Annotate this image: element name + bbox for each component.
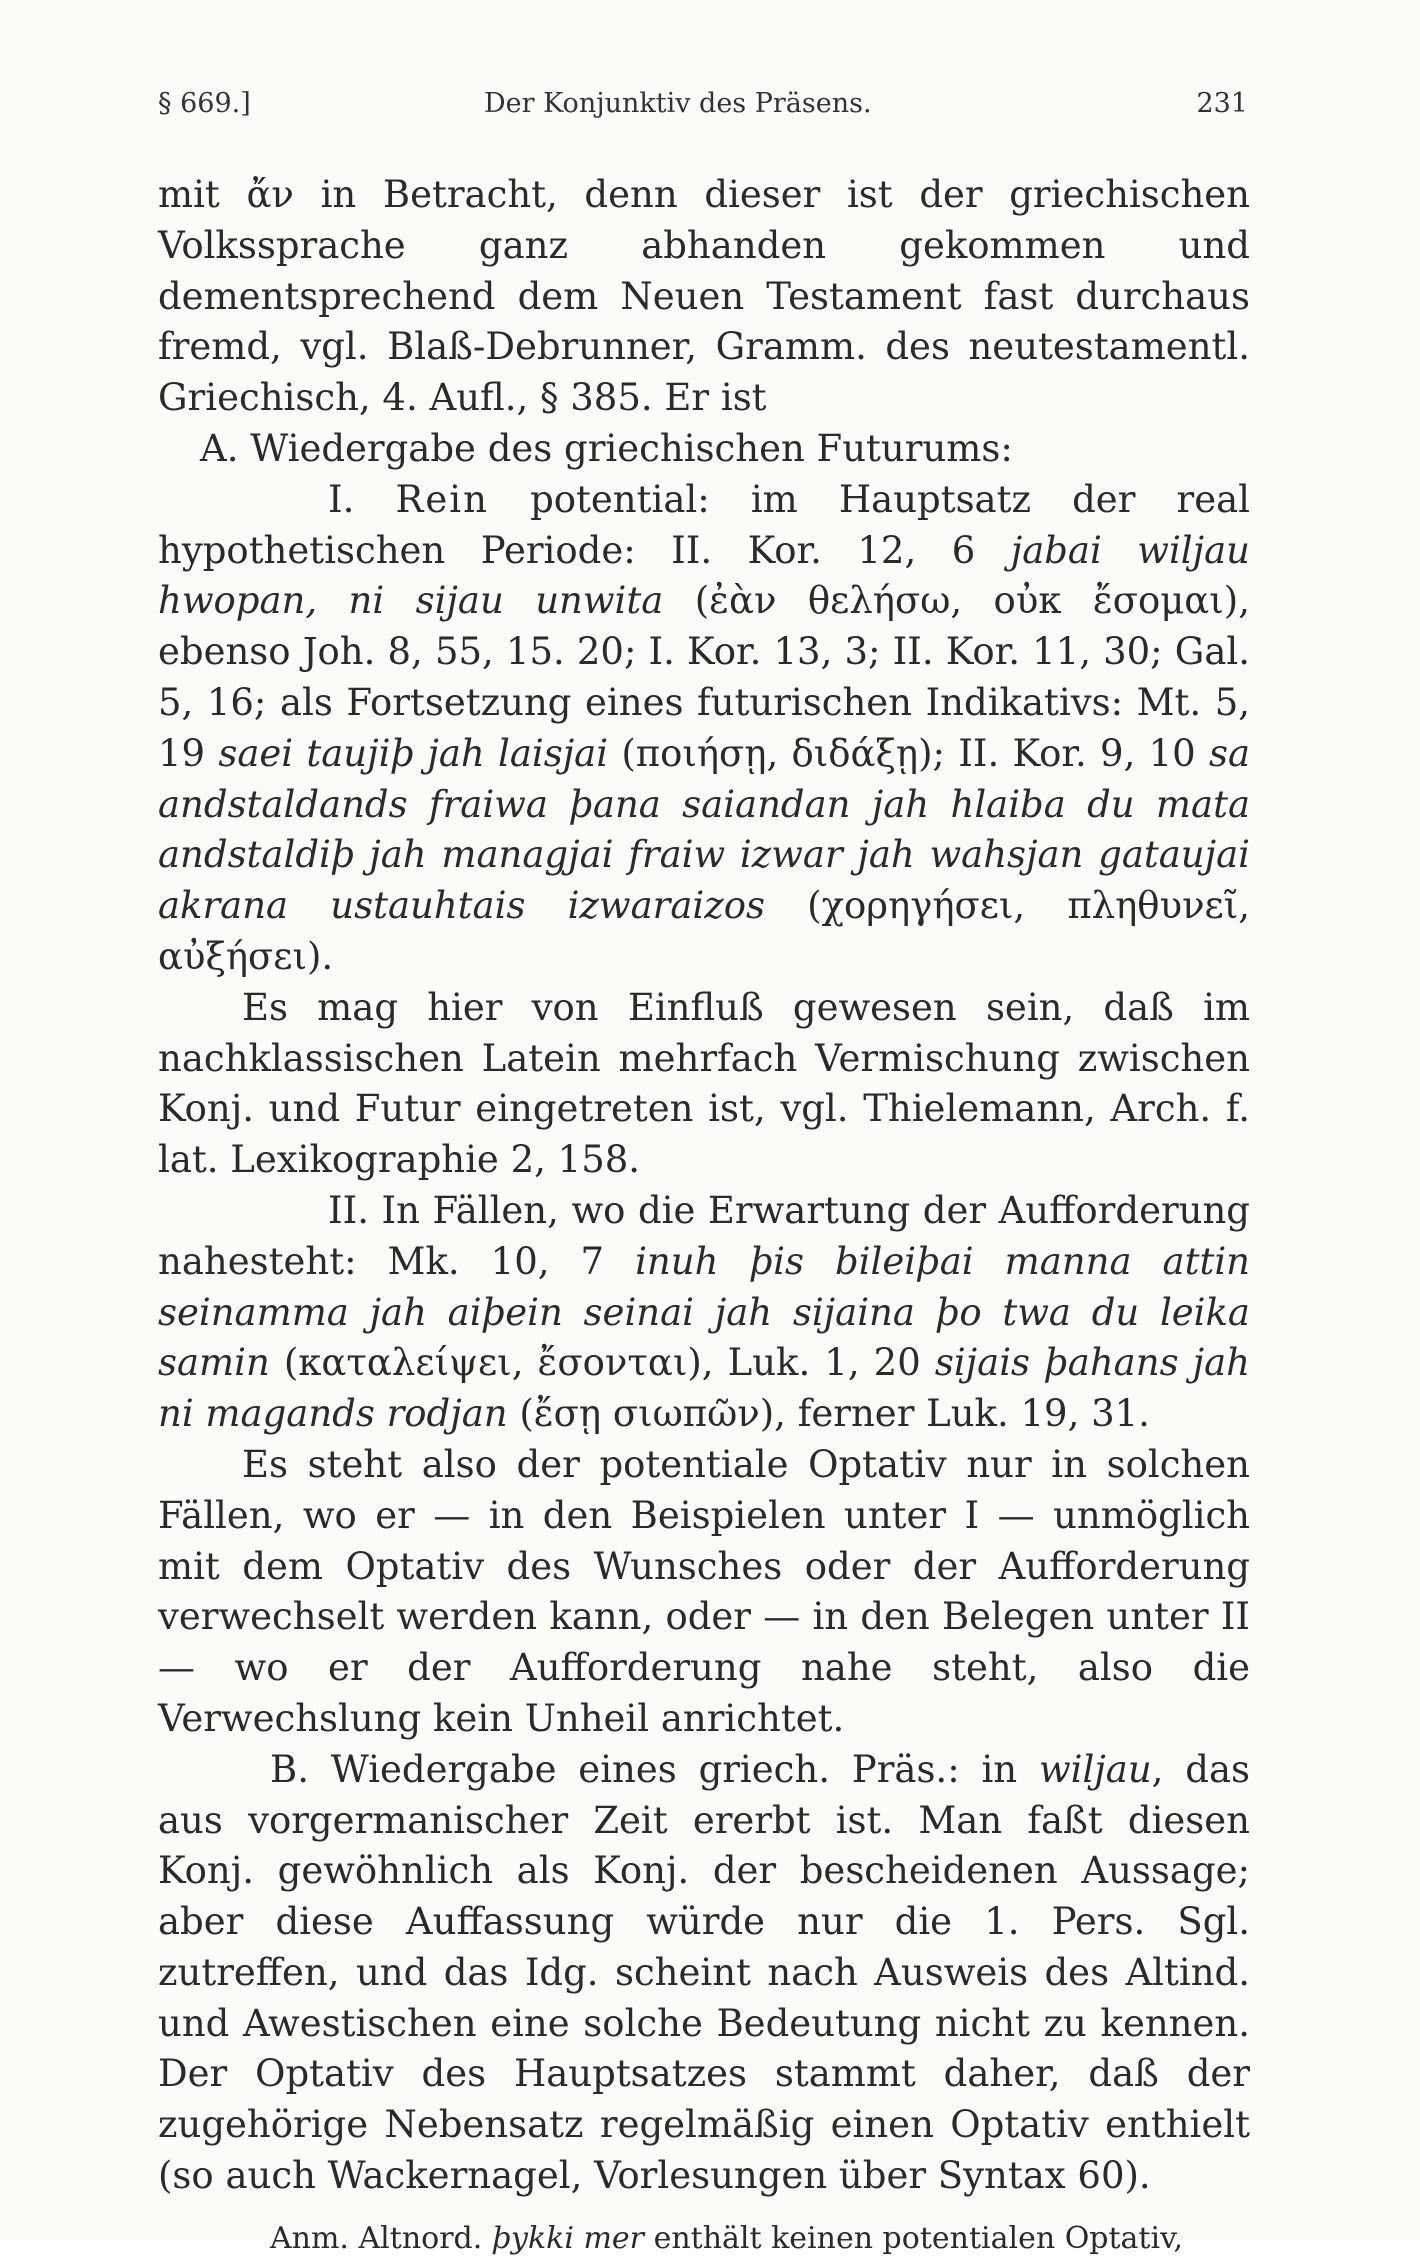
- gothic-quote: sa andstaldands fraiwa þana saiandan jah hlaiba du mata andstaldiþ jah managjai fraiw izwar jah wahsjan gataujai akrana ustauhtais izwaraizos: [158, 731, 1251, 928]
- gothic-quote: sijais þahans jah ni magands rodjan: [158, 1341, 1250, 1436]
- gothic-quote: saei taujiþ jah laisjai: [218, 731, 609, 775]
- body-text: [158, 170, 1250, 2264]
- gothic-quote: þykki mer: [491, 2220, 645, 2256]
- text-run: (ἐὰν θελήσω, οὐκ ἔσομαι), ebenso Joh. 8, 55, 15. 20; I. Kor. 13, 3; II. Kor. 11, 30; Gal. 5, 16; als Fortsetzung eines futurischen Indikativs: Mt. 5, 19: [158, 579, 1250, 775]
- paragraph-potential-optative: [158, 1440, 1250, 1745]
- text-run: enthält keinen potentialen Optativ,: [644, 2220, 1184, 2256]
- section-i-paragraph: [158, 475, 1250, 983]
- page-number: 231: [1196, 88, 1248, 119]
- note-paragraph: [158, 2214, 1250, 2264]
- text-run: B. Wiedergabe eines griech. Präs.: in: [270, 1747, 1039, 1791]
- gothic-quote: inuh þis bileiþai manna attin seinamma jah aiþein seinai jah sijaina þo twa du leika samin: [158, 1239, 1251, 1385]
- section-b-paragraph: [158, 1745, 1250, 2202]
- note-label: Anm.: [270, 2220, 349, 2256]
- text-run: (ἔσῃ σιωπῶν), ferner Luk. 19, 31.: [507, 1392, 1150, 1436]
- text-run: (χορηγήσει, πληθυνεῖ, αὐξήσει).: [158, 884, 1250, 978]
- paragraph-text: Es mag hier von Einfluß gewesen sein, daß im nachklassischen Latein mehrfach Vermischung zwischen Konj. und Futur eingetreten ist, vgl. Thielemann, Arch. f. lat. Lexikographie 2, 158.: [158, 985, 1250, 1182]
- paragraph-continuation: [158, 170, 1250, 424]
- running-header: [158, 88, 1248, 138]
- text-run: II. In Fällen, wo die Erwartung der Aufforderung nahesteht: Mk. 10, 7: [158, 1188, 1250, 1283]
- paragraph-text: mit ἄν in Betracht, denn dieser ist der griechischen Volkssprache ganz abhanden gekommen und dementsprechend dem Neuen Testament fast durchaus fremd, vgl. Blaß-Debrunner, Gramm. des neutestamentl. Griechisch, 4. Aufl., § 385. Er ist: [158, 173, 1250, 420]
- paragraph-text: Es steht also der potentiale Optativ nur in solchen Fällen, wo er — in den Beispielen unter I — unmöglich mit dem Optativ des Wunsches oder der Aufforderung verwechselt werden kann, oder — in den Belegen unter II — wo er der Aufforderung nahe steht, also die Verwechslung kein Unheil anrichtet.: [158, 1442, 1250, 1740]
- text-run: potential: im Hauptsatz der real hypothetischen Periode: II. Kor. 12, 6: [158, 477, 1250, 572]
- text-run: I.: [328, 477, 396, 521]
- text-run: (καταλείψει, ἔσονται), Luk. 1, 20: [269, 1341, 935, 1385]
- text-run: , das aus vorgermanischer Zeit ererbt ist. Man faßt diesen Konj. gewöhnlich als Konj. der bescheidenen Aussage; aber diese Auffassung würde nur die 1. Pers. Sgl. zutreffen, und das Idg. scheint nach Ausweis des Altind. und Awestischen eine solche Bedeutung nicht zu kennen. Der Optativ des Hauptsatzes stammt daher, daß der zugehörige Nebensatz regelmäßig einen Optativ enthielt (so auch Wackernagel, Vorlesungen über Syntax 60).: [158, 1747, 1250, 2198]
- spaced-term-rein: Rein: [395, 477, 489, 521]
- header-section-ref: § 669.]: [158, 88, 251, 119]
- section-a-heading: [158, 424, 1250, 475]
- section-a-text: A. Wiedergabe des griechischen Futurums:: [200, 426, 1013, 470]
- text-run: Altnord.: [348, 2220, 492, 2256]
- header-title: Der Konjunktiv des Präsens.: [484, 88, 872, 119]
- gothic-quote: jabai wiljau hwopan, ni sijau unwita: [158, 528, 1250, 623]
- text-run: (ποιήσῃ, διδάξῃ); II. Kor. 9, 10: [608, 731, 1209, 775]
- section-ii-paragraph: [158, 1186, 1250, 1440]
- paragraph-latin-influence: [158, 983, 1250, 1186]
- gothic-quote: wiljau: [1038, 1747, 1152, 1791]
